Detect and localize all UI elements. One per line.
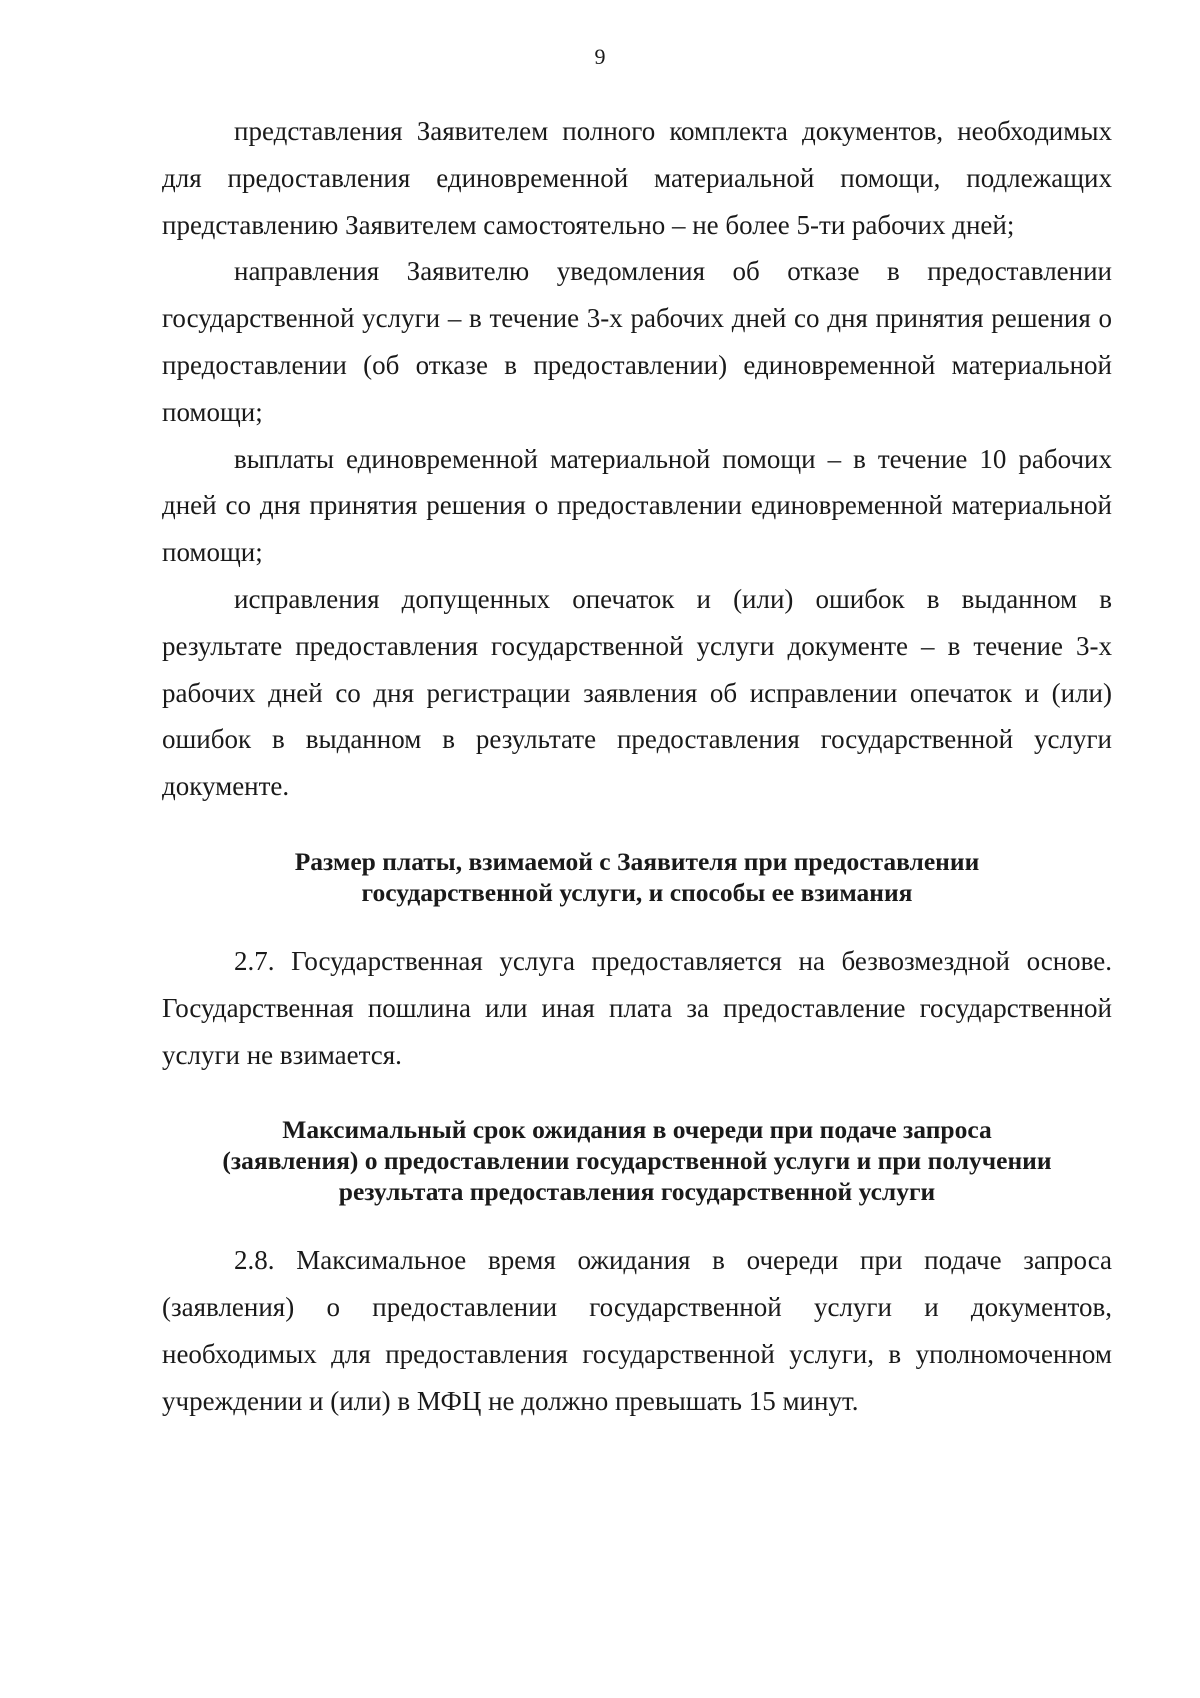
paragraph-2-7: 2.7. Государственная услуга предоставляется на безвозмездной основе. Государственная пошлина или иная плата за предоставление государственной услуги не взимается. [162, 945, 1112, 1070]
heading-line: Максимальный срок ожидания в очереди при подаче запроса [282, 1115, 992, 1145]
paragraph-deadline-corrections: исправления допущенных опечаток и (или) ошибок в выданном в результате предоставления государственной услуги документе – в течение 3-х рабочих дней со дня регистрации заявления об исправлении опечаток и (или) ошибок в выданном в результате предоставления государственной услуги документе. [162, 583, 1112, 802]
paragraph-deadline-refusal-notice: направления Заявителю уведомления об отказе в предоставлении государственной услуги – в течение 3-х рабочих дней со дня принятия решения о предоставлении (об отказе в предоставлении) единовременной материальной помощи; [162, 256, 1112, 427]
paragraph-deadline-documents: представления Заявителем полного комплекта документов, необходимых для предоставления единовременной материальной помощи, подлежащих представлению Заявителем самостоятельно – не более 5-ти рабочих дней; [162, 116, 1112, 240]
heading-line: результата предоставления государственной услуги [338, 1177, 936, 1207]
paragraph-deadline-payment: выплаты единовременной материальной помощи – в течение 10 рабочих дней со дня принятия решения о предоставлении единовременной материальной помощи; [162, 443, 1112, 568]
page-number: 9 [594, 44, 606, 69]
heading-line: (заявления) о предоставлении государственной услуги и при получении [222, 1146, 1052, 1176]
paragraph-2-8: 2.8. Максимальное время ожидания в очереди при подаче запроса (заявления) о предоставлении государственной услуги и документов, необходимых для предоставления государственной услуги, в уполномоченном учреждении и (или) в МФЦ не должно превышать 15 минут. [162, 1245, 1112, 1416]
heading-line: государственной услуги, и способы ее взимания [361, 877, 913, 907]
section-heading-fee [162, 846, 1112, 908]
section-heading-queue [162, 1114, 1112, 1207]
document-body [162, 108, 1112, 1425]
heading-line: Размер платы, взимаемой с Заявителя при предоставлении [294, 846, 980, 876]
